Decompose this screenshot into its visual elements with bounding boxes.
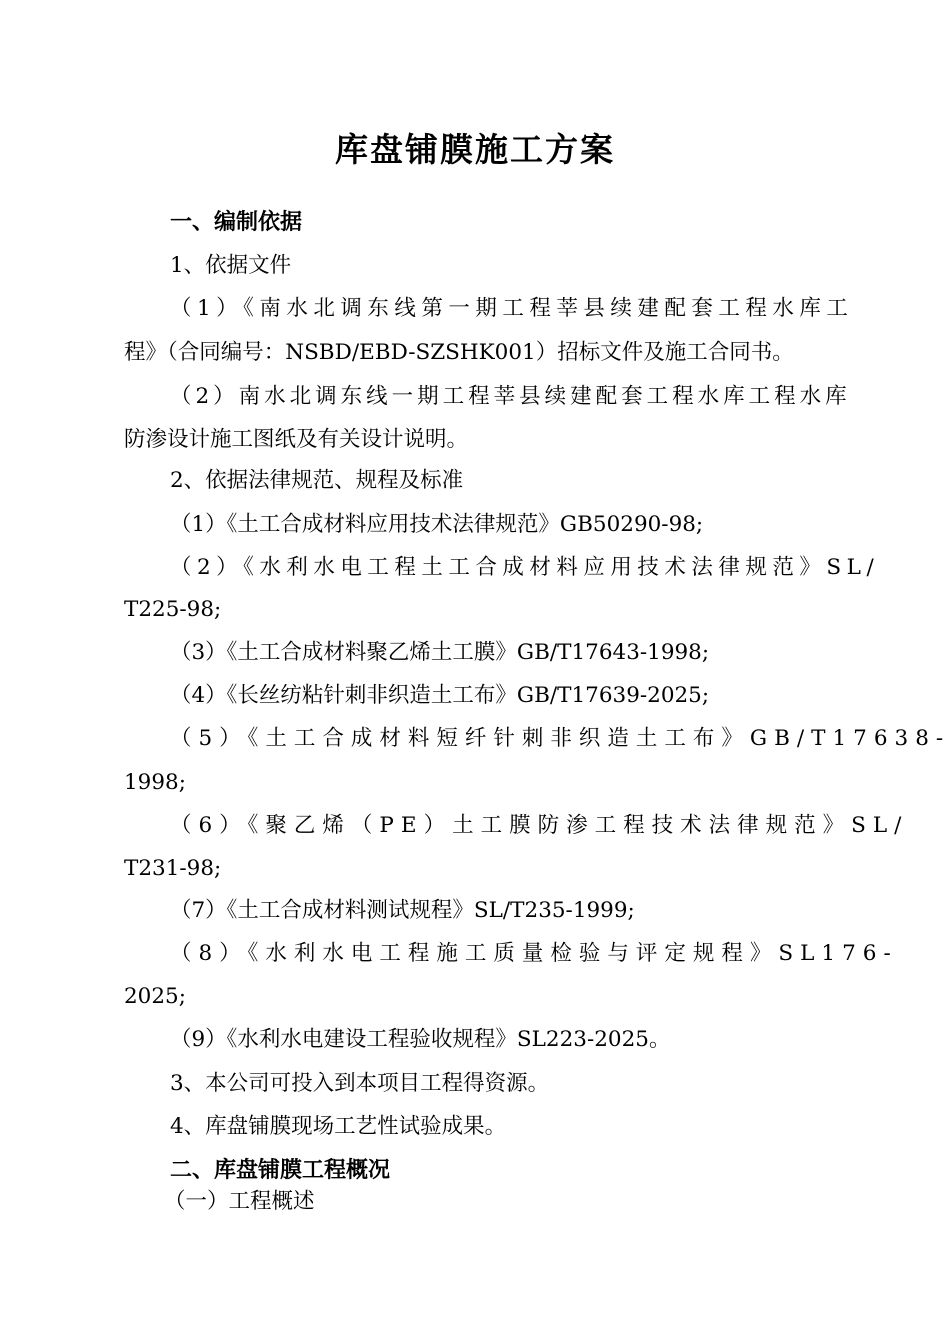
- item-resources: 3、本公司可投入到本项目工程得资源。: [170, 1071, 550, 1096]
- document-title: 库盘铺膜施工方案: [335, 130, 615, 169]
- section-heading-basis: 一、编制依据: [170, 209, 303, 235]
- standard-6-line2: T231-98;: [124, 856, 222, 881]
- standard-8-line2: 2025;: [124, 984, 186, 1009]
- paragraph-doc2-line2: 防渗设计施工图纸及有关设计说明。: [124, 427, 469, 452]
- paragraph-doc1-line1: （1）《南水北调东线第一期工程莘县续建配套工程水库工: [170, 296, 854, 321]
- paragraph-doc1-line2: 程》（合同编号：NSBD/EBD-SZSHK001）招标文件及施工合同书。: [124, 340, 794, 365]
- standard-4: （4）《长丝纺粘针刺非织造土工布》GB/T17639-2025;: [170, 683, 710, 708]
- standard-5-line2: 1998;: [124, 770, 186, 795]
- standard-3: （3）《土工合成材料聚乙烯土工膜》GB/T17643-1998;: [170, 640, 710, 665]
- standard-1: （1）《土工合成材料应用技术法律规范》GB50290-98;: [170, 512, 704, 537]
- standard-9: （9）《水利水电建设工程验收规程》SL223-2025。: [170, 1027, 671, 1052]
- item-standards: 2、依据法律规范、规程及标准: [170, 468, 464, 493]
- standard-5-line1: （5）《土工合成材料短纤针刺非织造土工布》GB/T17638-: [170, 726, 950, 751]
- standard-7: （7）《土工合成材料测试规程》SL/T235-1999;: [170, 898, 635, 923]
- section-heading-overview: 二、库盘铺膜工程概况: [170, 1157, 391, 1183]
- paragraph-doc2-line1: （2）南水北调东线一期工程莘县续建配套工程水库工程水库: [170, 384, 851, 409]
- standard-2-line1: （2）《水利水电工程土工合成材料应用技术法律规范》SL/: [170, 555, 880, 580]
- standard-6-line1: （6）《聚乙烯（PE）土工膜防渗工程技术法律规范》SL/: [170, 813, 909, 838]
- item-trial-results: 4、库盘铺膜现场工艺性试验成果。: [170, 1114, 507, 1139]
- standard-2-line2: T225-98;: [124, 597, 222, 622]
- subsection-project-overview: （一）工程概述: [164, 1189, 315, 1214]
- standard-8-line1: （8）《水利水电工程施工质量检验与评定规程》SL176-: [170, 941, 898, 966]
- item-basis-documents: 1、依据文件: [170, 253, 292, 278]
